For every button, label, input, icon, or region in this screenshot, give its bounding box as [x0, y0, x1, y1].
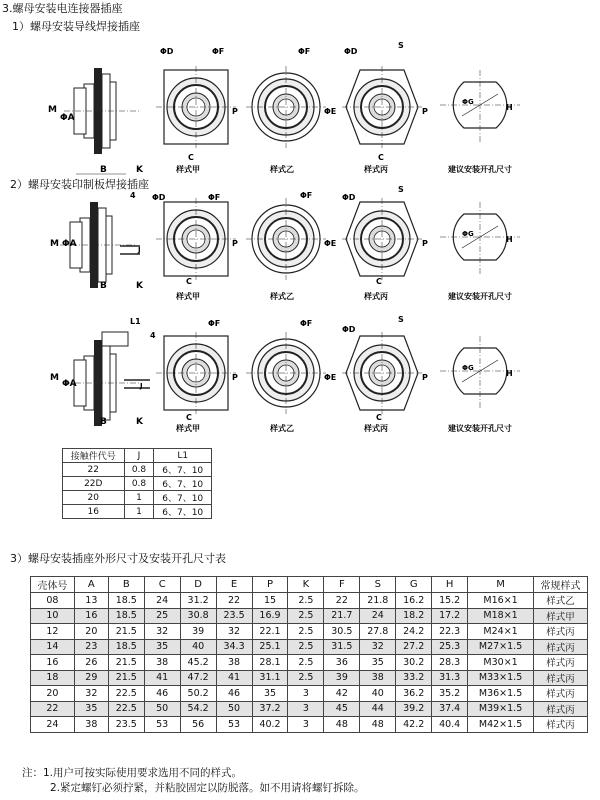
table-cell: M16×1: [468, 593, 534, 609]
table-cell: 44: [360, 701, 396, 717]
table-cell: 2.5: [288, 655, 324, 671]
table-cell: 2.5: [288, 670, 324, 686]
style-label-hole: 建议安装开孔尺寸: [448, 165, 512, 174]
table-cell: 36: [324, 655, 360, 671]
table-cell: 2.5: [288, 639, 324, 655]
table-cell: 35.2: [432, 686, 468, 702]
table-cell: 30.8: [180, 608, 216, 624]
table-header-cell: F: [324, 577, 360, 593]
contact-cell: 6、7、10: [154, 477, 212, 491]
table-header-cell: B: [108, 577, 144, 593]
table-cell: 35: [74, 701, 108, 717]
table-cell: 34.3: [216, 639, 252, 655]
table-cell: 18.2: [396, 608, 432, 624]
style-label-b: 样式乙: [270, 292, 294, 301]
section3-heading: 3）螺母安装插座外形尺寸及安装开孔尺寸表: [10, 552, 226, 565]
table-cell: 23.5: [216, 608, 252, 624]
table-cell: 10: [31, 608, 75, 624]
dim-label-4: 4: [130, 191, 136, 200]
dim-label-j: J: [140, 382, 143, 390]
table-cell: 32: [360, 639, 396, 655]
table-cell: 32: [144, 624, 180, 640]
dim-label-s: S: [398, 186, 404, 194]
style-label-b: 样式乙: [270, 424, 294, 433]
table-header-cell: S: [360, 577, 396, 593]
dim-label-e: ΦE: [324, 107, 337, 116]
dim-label-f: ΦF: [212, 47, 225, 56]
contact-cell: 0.8: [124, 463, 154, 477]
dim-label-l1: L1: [130, 317, 141, 326]
table-cell: 16.2: [396, 593, 432, 609]
table-cell: 24: [144, 593, 180, 609]
dim-label-e: ΦE: [324, 239, 337, 248]
table-cell: 22.1: [252, 624, 288, 640]
note-1: 注：1.用户可按实际使用要求选用不同的样式。: [22, 767, 243, 779]
table-header-row: [31, 577, 588, 593]
table-cell: 样式丙: [534, 701, 588, 717]
table-cell: 48: [324, 717, 360, 733]
table-cell: 样式丙: [534, 639, 588, 655]
table-cell: 42.2: [396, 717, 432, 733]
dim-label-c: C: [378, 153, 384, 162]
page-heading: 3.螺母安装电连接器插座: [2, 2, 123, 15]
table-row: [31, 717, 588, 733]
table-header-cell: P: [252, 577, 288, 593]
contact-cell: 6、7、10: [154, 463, 212, 477]
dim-label-c: C: [376, 277, 382, 286]
table-cell: 25: [144, 608, 180, 624]
style-label-a: 样式甲: [176, 292, 200, 301]
style-label-c: 样式丙: [364, 424, 388, 433]
table-cell: 22.5: [108, 701, 144, 717]
figure-row-2: [0, 186, 600, 306]
table-cell: 40.4: [432, 717, 468, 733]
table-cell: 15: [252, 593, 288, 609]
table-cell: 2.5: [288, 624, 324, 640]
table-header-cell: E: [216, 577, 252, 593]
table-cell: 38: [216, 655, 252, 671]
contact-cell: 0.8: [124, 477, 154, 491]
contact-header: J: [124, 449, 154, 463]
table-cell: 39: [324, 670, 360, 686]
table-cell: 16: [31, 655, 75, 671]
table-cell: 40.2: [252, 717, 288, 733]
table-cell: 14: [31, 639, 75, 655]
table-cell: 样式丙: [534, 624, 588, 640]
table-cell: 17.2: [432, 608, 468, 624]
table-row: [63, 449, 212, 463]
table-cell: 31.5: [324, 639, 360, 655]
table-cell: 22: [31, 701, 75, 717]
contact-header: 接触件代号: [63, 449, 125, 463]
dim-label-k: K: [136, 417, 143, 427]
table-cell: 20: [74, 624, 108, 640]
dim-label-c: C: [188, 153, 194, 162]
table-cell: 28.1: [252, 655, 288, 671]
table-cell: 22.5: [108, 686, 144, 702]
table-row: [31, 624, 588, 640]
table-row: [63, 505, 212, 519]
dim-label-b: B: [100, 165, 107, 175]
table-cell: 18.5: [108, 593, 144, 609]
dim-label-d: ΦD: [152, 193, 166, 202]
section1-heading: 1）螺母安装导线焊接插座: [12, 20, 140, 33]
style-label-c: 样式丙: [364, 292, 388, 301]
dim-label-d: ΦD: [342, 325, 356, 334]
style-label-a: 样式甲: [176, 424, 200, 433]
table-header-cell: 壳体号: [31, 577, 75, 593]
table-cell: 27.8: [360, 624, 396, 640]
table-cell: 18.5: [108, 608, 144, 624]
dim-label-j: J: [138, 246, 141, 254]
table-cell: 24.2: [396, 624, 432, 640]
contact-cell: 16: [63, 505, 125, 519]
table-cell: 39.2: [396, 701, 432, 717]
table-cell: 24: [360, 608, 396, 624]
table-cell: 48: [360, 717, 396, 733]
table-cell: 33.2: [396, 670, 432, 686]
side-view-drawing: [64, 68, 140, 154]
figure-row-3: [0, 310, 600, 434]
dim-label-p: P: [232, 239, 238, 248]
table-cell: 22.3: [432, 624, 468, 640]
style-label-b: 样式乙: [270, 165, 294, 174]
table-header-cell: C: [144, 577, 180, 593]
table-cell: 46: [144, 686, 180, 702]
dim-label-c: C: [186, 413, 192, 422]
table-row: [31, 593, 588, 609]
table-row: [63, 477, 212, 491]
table-cell: 12: [31, 624, 75, 640]
dim-label-h: H: [506, 235, 513, 244]
dim-label-d: ΦD: [342, 193, 356, 202]
table-cell: 38: [74, 717, 108, 733]
table-header-cell: A: [74, 577, 108, 593]
table-cell: 3: [288, 686, 324, 702]
table-cell: 08: [31, 593, 75, 609]
table-cell: 18: [31, 670, 75, 686]
table-cell: M33×1.5: [468, 670, 534, 686]
table-cell: M42×1.5: [468, 717, 534, 733]
table-cell: 38: [144, 655, 180, 671]
table-cell: 46: [216, 686, 252, 702]
dim-label-a: ΦA: [62, 239, 77, 249]
table-row: [31, 655, 588, 671]
table-cell: 35: [360, 655, 396, 671]
table-cell: 样式丙: [534, 686, 588, 702]
dim-label-h: H: [506, 369, 513, 378]
dim-label-p: P: [422, 373, 428, 382]
table-cell: 45.2: [180, 655, 216, 671]
table-cell: 32: [74, 686, 108, 702]
table-cell: 42: [324, 686, 360, 702]
dim-label-4: 4: [150, 331, 156, 340]
dimensions-table: [30, 576, 588, 733]
table-cell: 45: [324, 701, 360, 717]
table-header-cell: G: [396, 577, 432, 593]
dim-label-k: K: [136, 281, 143, 291]
table-row: [31, 701, 588, 717]
table-cell: 13: [74, 593, 108, 609]
table-cell: 39: [180, 624, 216, 640]
table-cell: 21.5: [108, 655, 144, 671]
table-cell: M27×1.5: [468, 639, 534, 655]
table-cell: 35: [252, 686, 288, 702]
table-cell: 50: [216, 701, 252, 717]
dim-label-b: B: [100, 417, 107, 427]
table-cell: M18×1: [468, 608, 534, 624]
table-cell: 31.1: [252, 670, 288, 686]
contact-header: L1: [154, 449, 212, 463]
table-cell: 15.2: [432, 593, 468, 609]
table-cell: 37.4: [432, 701, 468, 717]
table-row: [31, 639, 588, 655]
dim-label-p: P: [422, 107, 428, 116]
table-cell: 样式丙: [534, 717, 588, 733]
table-cell: 25.1: [252, 639, 288, 655]
table-header-cell: H: [432, 577, 468, 593]
table-cell: 53: [144, 717, 180, 733]
table-row: [63, 491, 212, 505]
dim-label-a: ΦA: [62, 379, 77, 389]
dim-label-p: P: [422, 239, 428, 248]
section2-heading: 2）螺母安装印制板焊接插座: [10, 178, 149, 191]
table-cell: 16.9: [252, 608, 288, 624]
dim-label-c: C: [376, 413, 382, 422]
figure-row-1: [0, 34, 600, 180]
table-cell: 30.5: [324, 624, 360, 640]
dim-label-f: ΦF: [208, 193, 221, 202]
dimensions-table-body: [31, 593, 588, 733]
table-cell: M36×1.5: [468, 686, 534, 702]
dim-label-k: K: [136, 165, 143, 175]
table-cell: 56: [180, 717, 216, 733]
contact-cell: 1: [124, 505, 154, 519]
style-label-a: 样式甲: [176, 165, 200, 174]
table-cell: 36.2: [396, 686, 432, 702]
table-cell: 40: [360, 686, 396, 702]
table-cell: 53: [216, 717, 252, 733]
dim-label-a: ΦA: [60, 113, 75, 123]
dim-label-g: ΦG: [462, 98, 474, 106]
dim-label-d: ΦD: [160, 47, 174, 56]
table-cell: 3: [288, 717, 324, 733]
table-cell: 27.2: [396, 639, 432, 655]
table-header-cell: M: [468, 577, 534, 593]
table-cell: 2.5: [288, 608, 324, 624]
table-row: [31, 608, 588, 624]
table-header-cell: D: [180, 577, 216, 593]
table-cell: 41: [144, 670, 180, 686]
table-cell: 样式甲: [534, 608, 588, 624]
note-2: 2.紧定螺钉必须拧紧，并粘胶固定以防脱落。如不用请将螺钉拆除。: [50, 782, 365, 794]
dim-label-e: ΦE: [324, 373, 337, 382]
table-cell: 37.2: [252, 701, 288, 717]
table-cell: 20: [31, 686, 75, 702]
table-cell: 2.5: [288, 593, 324, 609]
dim-label-f: ΦF: [298, 47, 311, 56]
dim-label-f: ΦF: [300, 191, 313, 200]
dim-label-s: S: [398, 41, 404, 50]
dim-label-d: ΦD: [344, 47, 358, 56]
dim-label-g: ΦG: [462, 230, 474, 238]
table-cell: 16: [74, 608, 108, 624]
table-cell: 54.2: [180, 701, 216, 717]
dim-label-m: M: [50, 239, 59, 249]
table-cell: 28.3: [432, 655, 468, 671]
table-cell: 26: [74, 655, 108, 671]
dim-label-b: B: [100, 281, 107, 291]
table-cell: 21.5: [108, 624, 144, 640]
table-cell: 41: [216, 670, 252, 686]
table-cell: 21.5: [108, 670, 144, 686]
table-row: [31, 686, 588, 702]
contact-cell: 1: [124, 491, 154, 505]
table-cell: 样式乙: [534, 593, 588, 609]
table-row: [31, 670, 588, 686]
table-cell: 18.5: [108, 639, 144, 655]
dim-label-s: S: [398, 315, 404, 324]
table-cell: 25.3: [432, 639, 468, 655]
table-cell: M30×1: [468, 655, 534, 671]
dim-label-c: C: [186, 277, 192, 286]
table-cell: 30.2: [396, 655, 432, 671]
contact-cell: 20: [63, 491, 125, 505]
table-cell: 24: [31, 717, 75, 733]
table-cell: 21.7: [324, 608, 360, 624]
table-cell: M39×1.5: [468, 701, 534, 717]
table-cell: 35: [144, 639, 180, 655]
dim-label-h: H: [506, 103, 513, 112]
style-label-c: 样式丙: [364, 165, 388, 174]
table-cell: 31.3: [432, 670, 468, 686]
table-cell: 29: [74, 670, 108, 686]
contact-cell: 22: [63, 463, 125, 477]
table-cell: 38: [360, 670, 396, 686]
dim-label-g: ΦG: [462, 364, 474, 372]
table-cell: 47.2: [180, 670, 216, 686]
contact-table: [62, 448, 212, 519]
contact-cell: 6、7、10: [154, 491, 212, 505]
contact-cell: 6、7、10: [154, 505, 212, 519]
table-cell: 31.2: [180, 593, 216, 609]
table-header-cell: K: [288, 577, 324, 593]
dim-label-f: ΦF: [300, 319, 313, 328]
table-cell: 50: [144, 701, 180, 717]
table-cell: 40: [180, 639, 216, 655]
dim-label-p: P: [232, 373, 238, 382]
table-cell: 样式丙: [534, 670, 588, 686]
contact-cell: 22D: [63, 477, 125, 491]
table-cell: 22: [324, 593, 360, 609]
dim-label-f: ΦF: [208, 319, 221, 328]
table-cell: 23.5: [108, 717, 144, 733]
table-cell: 22: [216, 593, 252, 609]
style-label-hole: 建议安装开孔尺寸: [448, 292, 512, 301]
table-header-cell: 常规样式: [534, 577, 588, 593]
table-cell: 3: [288, 701, 324, 717]
table-cell: 21.8: [360, 593, 396, 609]
table-cell: 50.2: [180, 686, 216, 702]
table-row: [63, 463, 212, 477]
dim-label-m: M: [48, 105, 57, 115]
table-cell: 32: [216, 624, 252, 640]
dim-label-m: M: [50, 373, 59, 383]
table-cell: M24×1: [468, 624, 534, 640]
table-cell: 样式丙: [534, 655, 588, 671]
style-label-hole: 建议安装开孔尺寸: [448, 424, 512, 433]
dim-label-p: P: [232, 107, 238, 116]
table-cell: 23: [74, 639, 108, 655]
